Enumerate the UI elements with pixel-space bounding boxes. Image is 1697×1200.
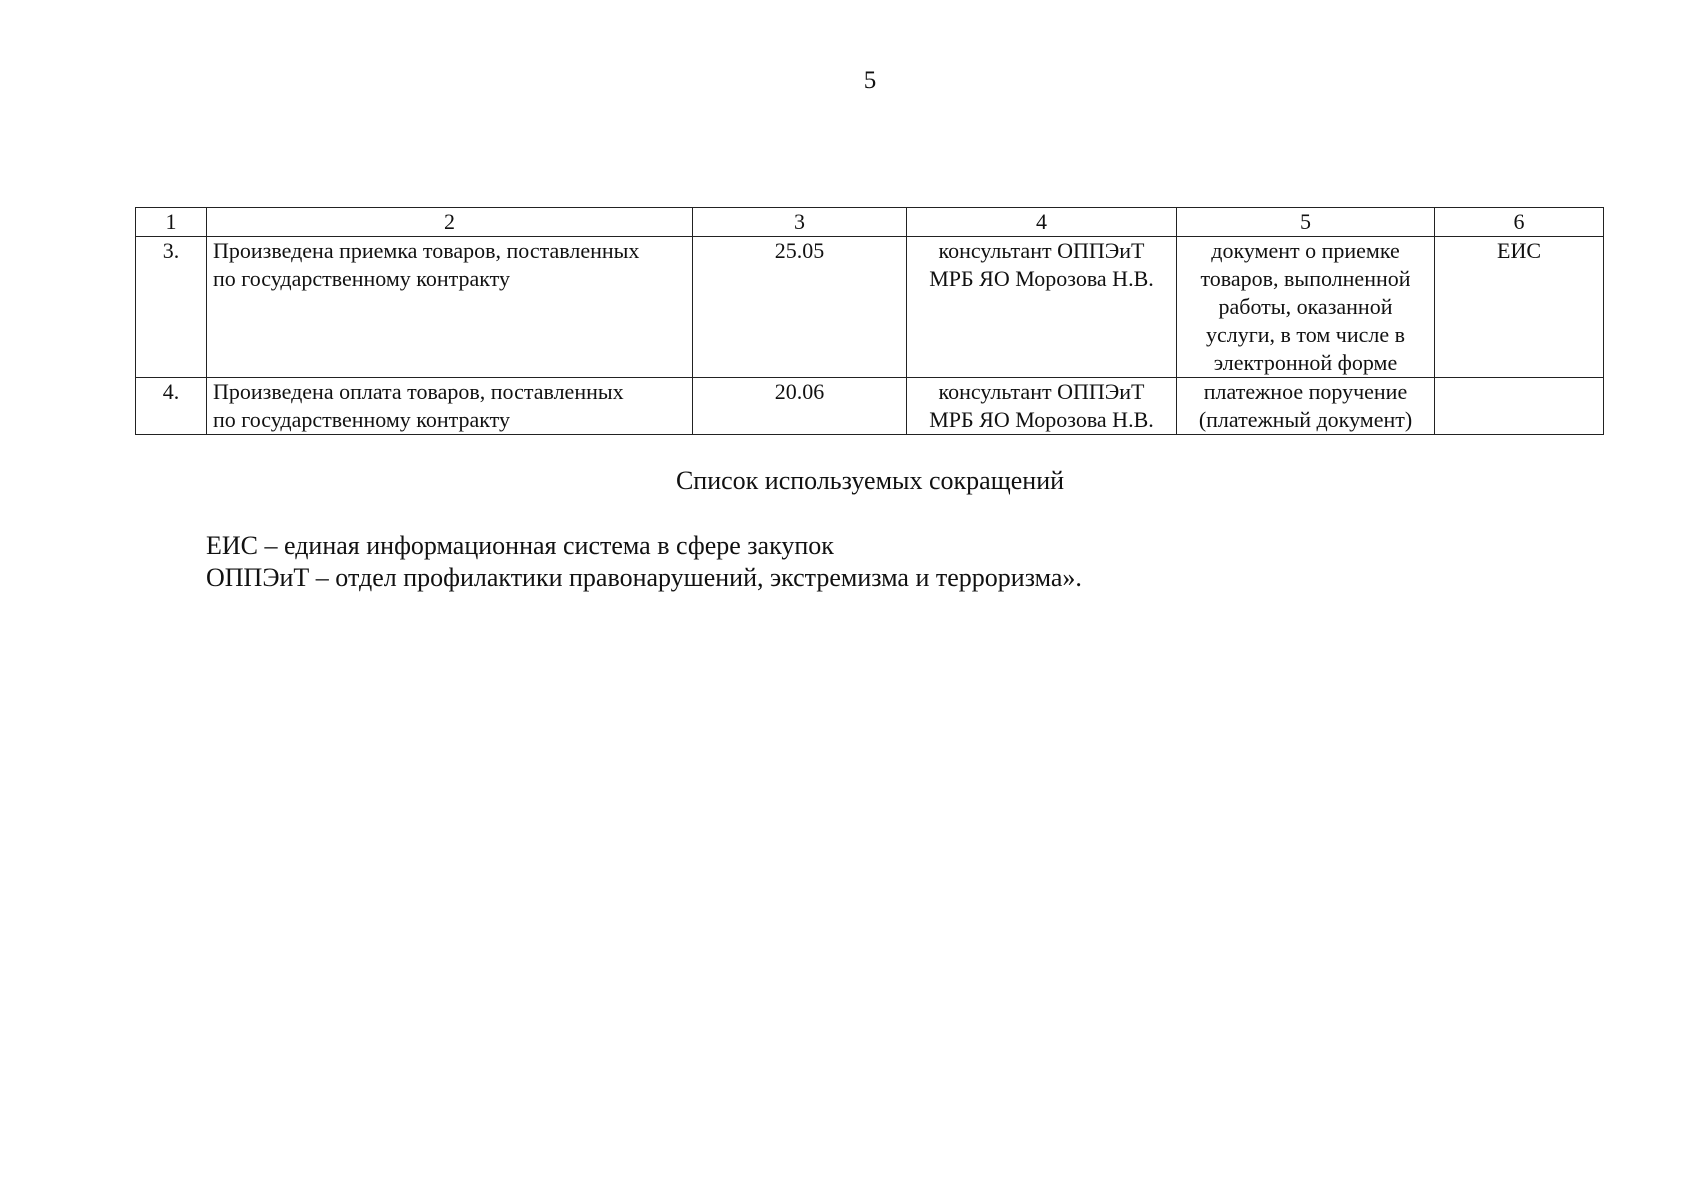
document-line: услуги, в том числе в xyxy=(1206,322,1405,347)
responsible-line: МРБ ЯО Морозова Н.В. xyxy=(929,266,1154,291)
document-line: платежное поручение xyxy=(1203,379,1408,404)
table-header-row xyxy=(136,208,1604,237)
abbreviation-item: ОППЭиТ – отдел профилактики правонарушений, экстремизма и терроризма». xyxy=(206,563,1082,592)
column-header-5: 5 xyxy=(1177,208,1435,237)
column-header-1: 1 xyxy=(136,208,207,237)
info-system xyxy=(1435,378,1604,435)
document-line: работы, оказанной xyxy=(1218,294,1393,319)
abbreviations-list xyxy=(206,530,1082,594)
abbreviation-item: ЕИС – единая информационная система в сфере закупок xyxy=(206,531,834,560)
result-document xyxy=(1177,237,1435,378)
table-row xyxy=(136,378,1604,435)
document-line: электронной форме xyxy=(1213,350,1398,375)
responsible-line: консультант ОППЭиТ xyxy=(938,238,1145,263)
result-document xyxy=(1177,378,1435,435)
responsible-person xyxy=(907,237,1177,378)
events-table xyxy=(135,207,1604,435)
event-line: по государственному контракту xyxy=(213,266,511,291)
event-line: Произведена оплата товаров, поставленных xyxy=(213,379,624,404)
abbreviations-title: Список используемых сокращений xyxy=(675,466,1065,495)
table-row xyxy=(136,237,1604,378)
event-description xyxy=(207,237,693,378)
event-description xyxy=(207,378,693,435)
deadline-date: 20.06 xyxy=(693,378,907,435)
responsible-line: консультант ОППЭиТ xyxy=(938,379,1145,404)
event-line: Произведена приемка товаров, поставленных xyxy=(213,238,640,263)
document-line: документ о приемке xyxy=(1211,238,1400,263)
row-number: 4. xyxy=(136,378,207,435)
column-header-6: 6 xyxy=(1435,208,1604,237)
event-line: по государственному контракту xyxy=(213,407,511,432)
column-header-4: 4 xyxy=(907,208,1177,237)
row-number: 3. xyxy=(136,237,207,378)
page-number: 5 xyxy=(863,67,877,94)
column-header-3: 3 xyxy=(693,208,907,237)
document-line: (платежный документ) xyxy=(1198,407,1413,432)
document-line: товаров, выполненной xyxy=(1200,266,1411,291)
responsible-line: МРБ ЯО Морозова Н.В. xyxy=(929,407,1154,432)
info-system: ЕИС xyxy=(1435,237,1604,378)
deadline-date: 25.05 xyxy=(693,237,907,378)
column-header-2: 2 xyxy=(207,208,693,237)
responsible-person xyxy=(907,378,1177,435)
